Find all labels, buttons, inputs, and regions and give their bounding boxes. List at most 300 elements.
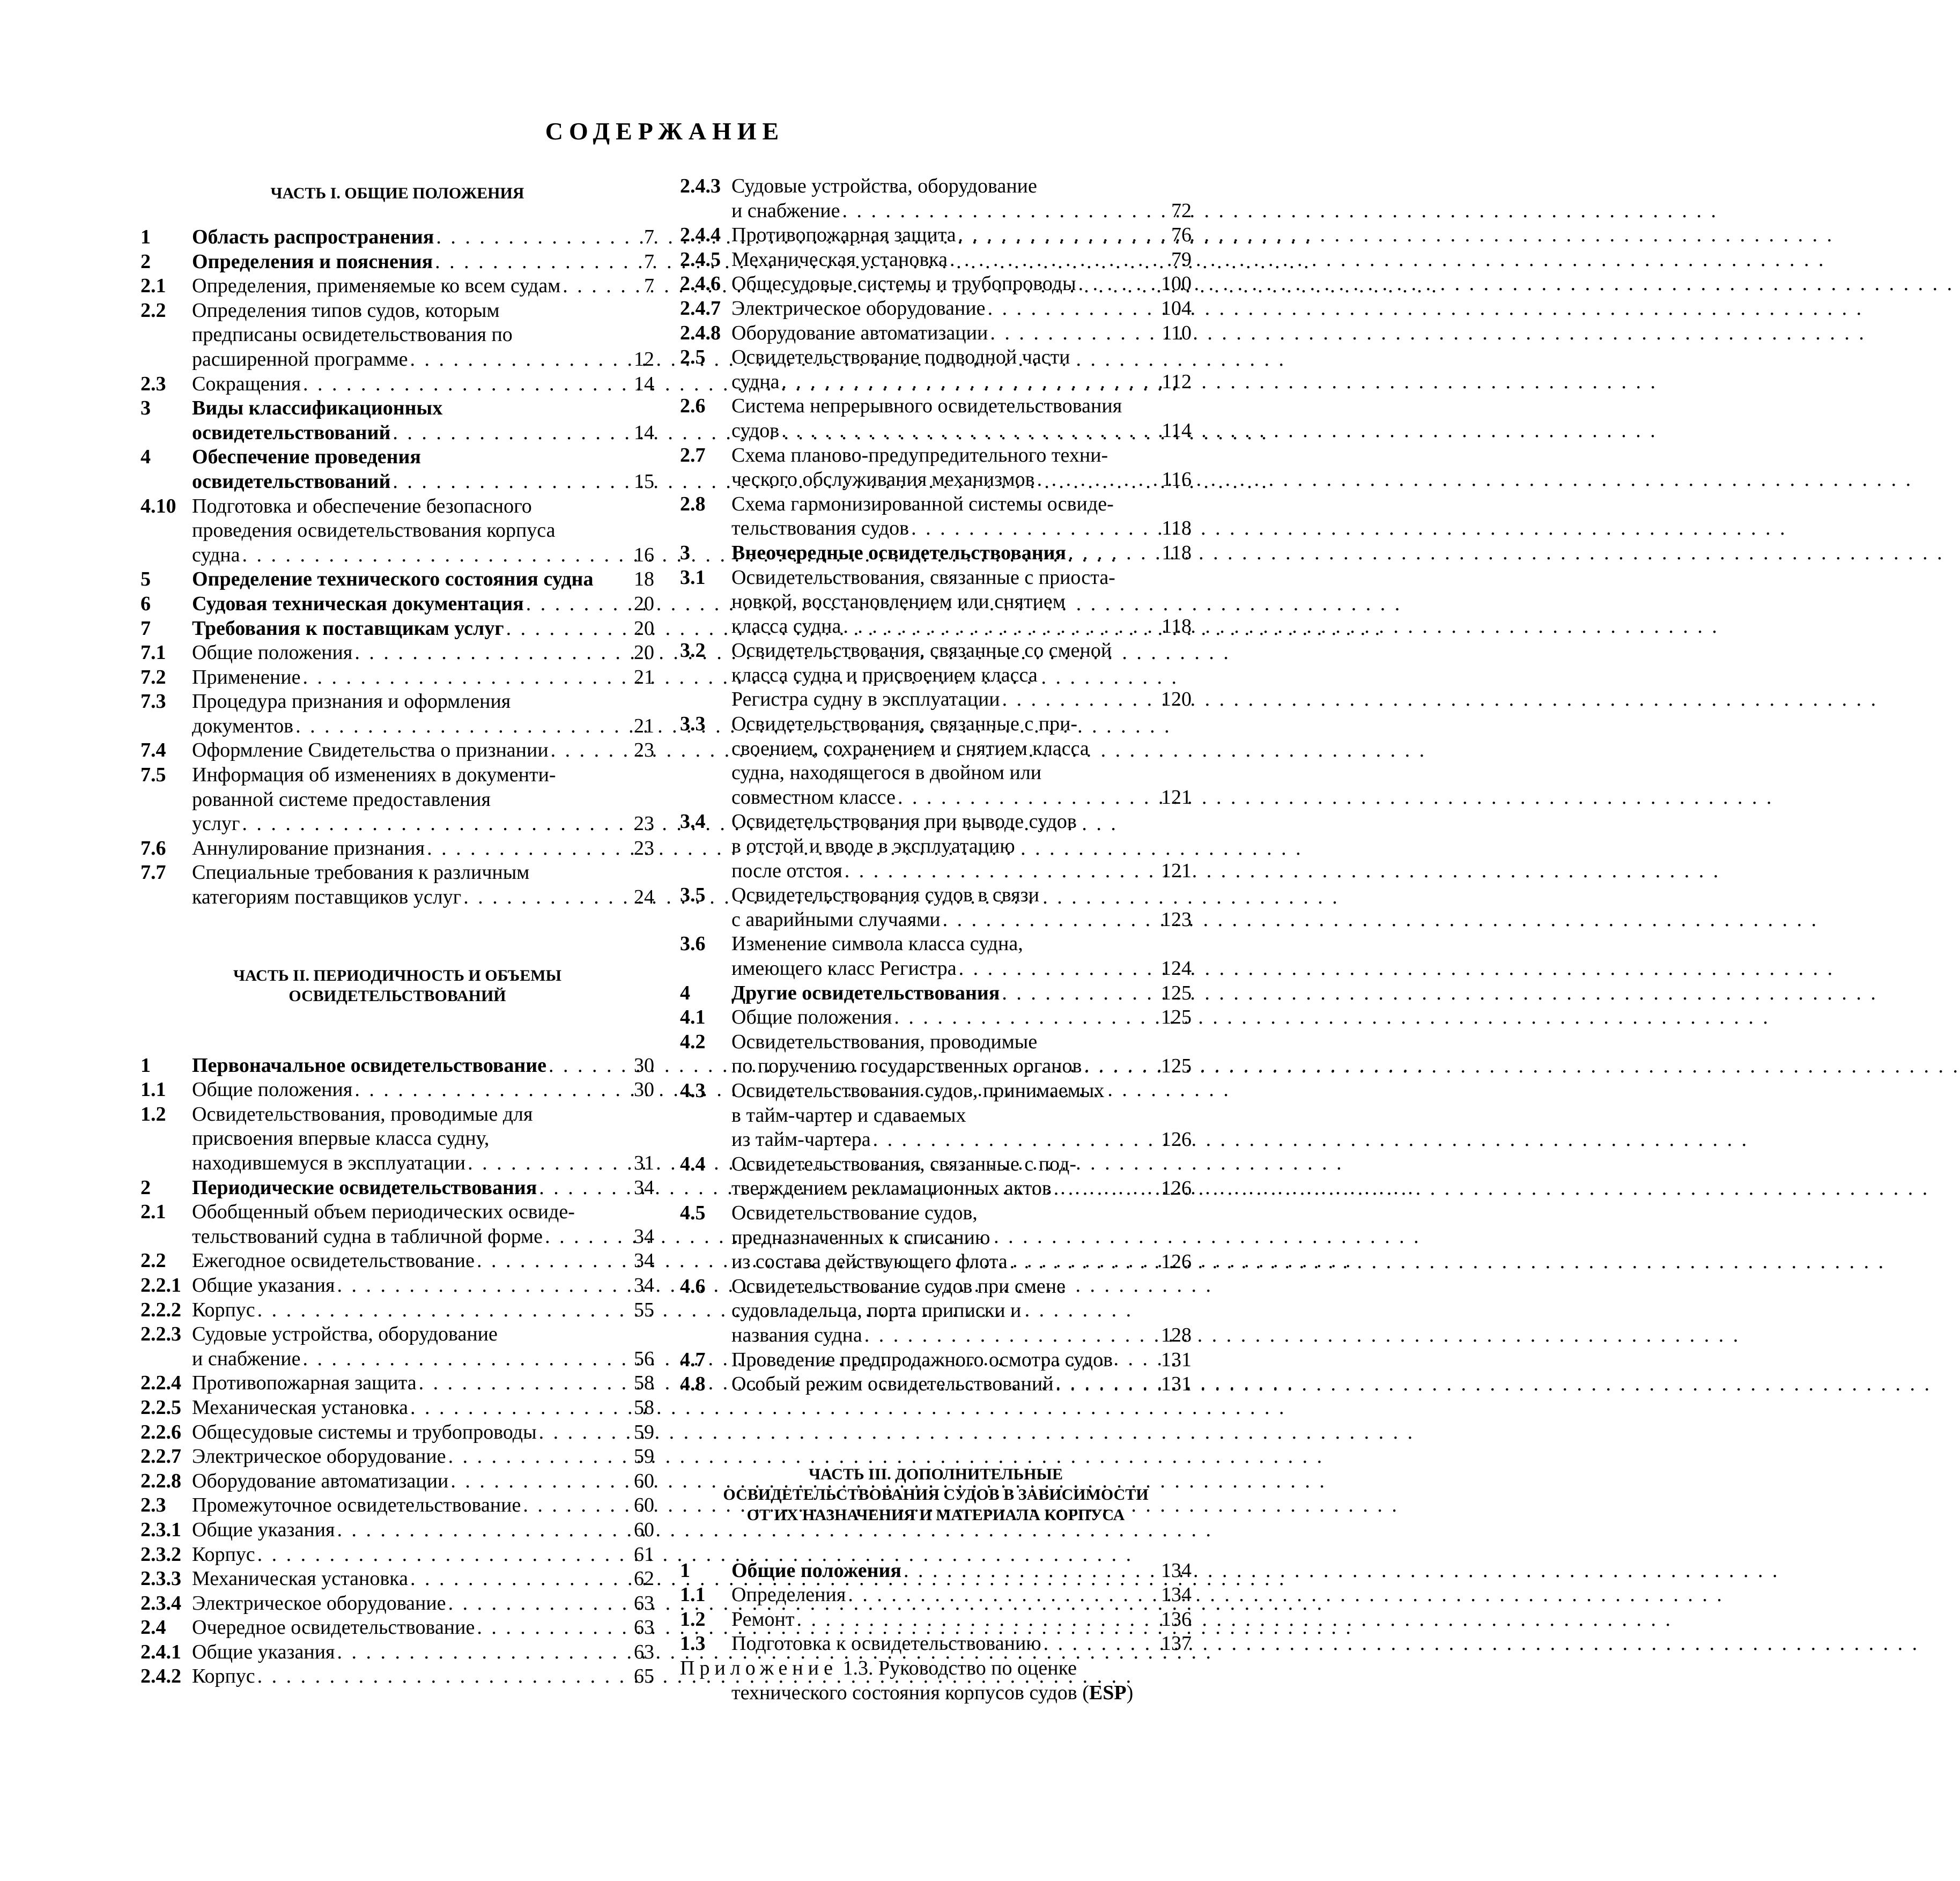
page-number: 126 [1161, 1128, 1192, 1151]
section-number: 2 [140, 1176, 151, 1199]
toc-entry-line [140, 788, 654, 812]
section-title: Механическая установка [192, 1567, 409, 1590]
toc-entry[interactable] [140, 1591, 654, 1616]
page-number: 23 [634, 812, 654, 835]
section-title: Схема гармонизированной системы освиде- [731, 492, 1114, 515]
section-title: Освидетельствования, проводимые [731, 1030, 1038, 1053]
section-title: Противопожарная защита [192, 1372, 417, 1395]
toc-entry-line [140, 1616, 654, 1640]
toc-entry-line [140, 1469, 654, 1494]
page-number: 121 [1161, 859, 1192, 882]
toc-entry-line [680, 1128, 1192, 1152]
toc-entry-line [680, 1583, 1192, 1608]
page-number: 20 [634, 617, 654, 640]
toc-entry[interactable] [140, 225, 654, 250]
section-title: Изменение символа класса судна, [731, 932, 1023, 956]
toc-entry-line [680, 1104, 1192, 1128]
section-title: Определения типов судов, которым [192, 299, 500, 322]
toc-entry[interactable] [140, 738, 654, 763]
page-number: 79 [1171, 248, 1192, 271]
dot-leader [845, 859, 1140, 884]
page-number: 14 [634, 372, 654, 395]
section-title: присвоения впервые класса судну, [192, 1127, 490, 1150]
toc-entry-line [680, 1608, 1192, 1632]
toc-entry[interactable] [680, 541, 1192, 566]
toc-entry[interactable] [680, 174, 1192, 223]
toc-entry[interactable] [140, 1176, 654, 1201]
dot-leader [257, 1664, 603, 1689]
dot-leader [797, 1608, 1141, 1632]
section-number: 2.4.7 [680, 297, 721, 320]
toc-entry-line [140, 1396, 654, 1420]
section-title: Требования к поставщикам услуг [192, 617, 504, 640]
toc-entry[interactable] [680, 1275, 1192, 1348]
toc-entry-line [140, 665, 654, 690]
toc-entry-line [680, 443, 1192, 468]
section-title: Освидетельствования, связанные с под- [731, 1152, 1076, 1175]
toc-entry[interactable] [680, 810, 1192, 883]
section-title: Общесудовые системы и трубопроводы [192, 1420, 537, 1443]
toc-entry[interactable] [680, 248, 1192, 272]
toc-entry[interactable] [140, 763, 654, 836]
page-number: 34 [634, 1176, 654, 1199]
section-title: Информация об изменениях в документи- [192, 764, 556, 787]
dot-leader [873, 1128, 1140, 1152]
part-heading: ЧАСТЬ I. ОБЩИЕ ПОЛОЖЕНИЯ [270, 184, 524, 202]
toc-entry[interactable] [680, 321, 1192, 346]
toc-entry-line [680, 1559, 1192, 1583]
page-number: 137 [1161, 1632, 1192, 1655]
section-number: 7.1 [140, 641, 166, 664]
toc-entry[interactable] [140, 1249, 654, 1273]
toc-entry-line [680, 1226, 1192, 1250]
section-title: судовладельца, порта приписки и [731, 1299, 1022, 1322]
toc-entry-line [680, 272, 1192, 297]
toc-entry[interactable] [680, 443, 1192, 492]
dot-leader [506, 617, 603, 641]
toc-entry-line [680, 1054, 1192, 1079]
section-number: 2.3.4 [140, 1591, 181, 1615]
toc-entry[interactable] [140, 1664, 654, 1689]
section-title: Судовые устройства, оборудование [731, 175, 1037, 197]
page-number: 76 [1171, 224, 1192, 247]
toc-entry[interactable] [140, 494, 654, 568]
section-number: 2.3 [140, 1494, 166, 1517]
toc-entry[interactable] [680, 223, 1192, 248]
toc-entry[interactable] [140, 1420, 654, 1445]
dot-leader [950, 248, 1140, 272]
section-number: 4.1 [680, 1006, 706, 1029]
toc-entry[interactable] [680, 932, 1192, 981]
toc-entry[interactable] [140, 445, 654, 494]
toc-entry-line [140, 1322, 654, 1347]
section-spacer [140, 910, 654, 966]
section-number: 2.6 [680, 395, 706, 418]
section-number: 2.2.7 [140, 1445, 181, 1468]
toc-entry-line [680, 639, 1192, 663]
section-number: 2.2.4 [140, 1372, 181, 1395]
toc-entry[interactable] [140, 592, 654, 617]
dot-leader [463, 885, 603, 910]
toc-entry-line [140, 812, 654, 836]
section-number: 4.10 [140, 494, 176, 517]
dot-leader [904, 1559, 1140, 1583]
toc-entry-line [140, 421, 654, 446]
section-number: 3 [140, 397, 151, 420]
toc-entry[interactable] [140, 1371, 654, 1396]
section-title: с аварийными случаями [731, 908, 941, 931]
toc-entry[interactable] [140, 1567, 654, 1591]
dot-leader [410, 347, 603, 372]
toc-entry[interactable] [140, 690, 654, 738]
toc-entry[interactable] [140, 274, 654, 299]
page-number: 125 [1161, 981, 1192, 1004]
page-number: 56 [634, 1347, 654, 1370]
toc-entry-line [140, 1200, 654, 1225]
toc-entry-line [140, 1371, 654, 1396]
toc-entry-line [680, 981, 1192, 1006]
toc-entry-line [140, 1176, 654, 1201]
section-number: 4.2 [680, 1030, 706, 1053]
toc-entry-line [140, 470, 654, 494]
section-title: категориям поставщиков услуг [192, 886, 462, 909]
part-heading: ОТ ИХ НАЗНАЧЕНИЯ И МАТЕРИАЛА КОРПУСА [746, 1506, 1125, 1524]
toc-left-column [140, 183, 654, 1689]
page-number: 7 [644, 226, 654, 248]
toc-entry[interactable] [680, 297, 1192, 321]
toc-entry[interactable] [140, 1396, 654, 1420]
toc-entry-line [680, 223, 1192, 248]
section-title: Область распространения [192, 226, 434, 248]
toc-entry[interactable] [680, 1559, 1192, 1583]
page-number: 23 [634, 836, 654, 860]
toc-entry-line [680, 834, 1192, 859]
toc-entry-line [680, 566, 1192, 590]
toc-entry-line [140, 1298, 654, 1323]
dot-leader [549, 1054, 603, 1078]
section-title: Система непрерывного освидетельствования [731, 395, 1122, 418]
toc-entry[interactable] [680, 1583, 1192, 1608]
section-number: 2.4.4 [680, 224, 721, 247]
section-title: Механическая установка [192, 1396, 409, 1419]
toc-entry-line [680, 1030, 1192, 1055]
page-number: 12 [634, 347, 654, 371]
toc-entry[interactable] [680, 1201, 1192, 1275]
toc-entry[interactable] [140, 1054, 654, 1078]
section-title: Общие положения [192, 1078, 353, 1101]
page-number: 23 [634, 739, 654, 762]
section-number: 2.2.5 [140, 1396, 181, 1419]
section-title: проведения освидетельствования корпуса [192, 519, 556, 542]
section-title: Проведение предпродажного осмотра судов [731, 1348, 1113, 1371]
page-number: 72 [1171, 199, 1192, 222]
section-title: Процедура признания и оформления [192, 690, 511, 713]
dot-leader [898, 786, 1140, 810]
section-number: 7.2 [140, 665, 166, 688]
toc-entry[interactable] [680, 1079, 1192, 1152]
dot-leader [337, 1273, 603, 1298]
toc-entry-line [680, 687, 1192, 712]
toc-entry[interactable] [140, 1102, 654, 1176]
section-title: услуг [192, 812, 240, 835]
toc-entry-line [140, 543, 654, 568]
page-number: 20 [634, 641, 654, 664]
page-number: 20 [634, 592, 654, 615]
toc-entry[interactable] [140, 836, 654, 861]
toc-entry-line [680, 321, 1192, 346]
dot-leader [303, 372, 603, 397]
toc-entry[interactable] [680, 492, 1192, 541]
page-number: 61 [634, 1543, 654, 1566]
section-title: Оборудование автоматизации [192, 1469, 449, 1492]
dot-leader [990, 321, 1140, 346]
toc-entry[interactable] [680, 345, 1192, 394]
toc-entry[interactable] [140, 1616, 654, 1640]
section-number: 2.2 [140, 1249, 166, 1272]
section-number: 2.4.5 [680, 248, 721, 271]
dot-leader [242, 812, 603, 836]
toc-entry-line [680, 1250, 1192, 1275]
toc-entry-line [140, 1543, 654, 1567]
toc-entry[interactable] [680, 272, 1192, 297]
toc-entry-line [680, 419, 1192, 443]
section-number: 7.4 [140, 739, 166, 762]
dot-leader [337, 1518, 603, 1543]
toc-entry-line [140, 323, 654, 347]
dot-leader [302, 665, 603, 690]
section-title: судна [731, 370, 780, 393]
section-title: Освидетельствования, связанные со сменой [731, 639, 1112, 662]
toc-entry-line [140, 1249, 654, 1273]
section-number: 3.5 [680, 884, 706, 907]
section-number: 1 [140, 226, 151, 248]
section-number: 2.4.8 [680, 321, 721, 344]
section-title: Сокращения [192, 372, 301, 395]
section-title: документов [192, 714, 294, 737]
section-number: 2.3.1 [140, 1518, 181, 1541]
toc-entry[interactable] [140, 1322, 654, 1371]
page-number: 126 [1161, 1177, 1192, 1200]
toc-entry[interactable] [140, 1518, 654, 1543]
toc-entry-line [140, 1518, 654, 1543]
toc-entry-line [140, 714, 654, 739]
toc-entry[interactable] [140, 665, 654, 690]
section-number: 2.4.2 [140, 1665, 181, 1688]
section-title: своением, сохранением и снятием класса [731, 737, 1089, 760]
toc-entry-line [680, 761, 1192, 786]
section-number: 2.7 [680, 443, 706, 466]
toc-entry-line [140, 1127, 654, 1151]
page-number: 100 [1161, 272, 1192, 295]
toc-entry-line [140, 885, 654, 910]
part-heading: ОСВИДЕТЕЛЬСТВОВАНИЯ СУДОВ В ЗАВИСИМОСТИ [723, 1485, 1149, 1504]
appendix-entry [680, 1656, 1192, 1705]
dot-leader [958, 223, 1140, 248]
section-number: 2.2.6 [140, 1420, 181, 1443]
section-number: 7 [140, 617, 151, 640]
section-title: Ежегодное освидетельствование [192, 1249, 475, 1272]
page-number: 65 [634, 1665, 654, 1688]
toc-entry-line [680, 1079, 1192, 1104]
toc-entry-line [140, 617, 654, 641]
toc-entry-line [140, 1591, 654, 1616]
dot-leader [1068, 541, 1140, 566]
page-number: 58 [634, 1396, 654, 1419]
dot-leader [435, 250, 603, 275]
section-title: класса судна и присвоением класса [731, 663, 1038, 686]
dot-leader [781, 419, 1140, 443]
page-number: 118 [1162, 517, 1192, 540]
section-title: тельствования судов [731, 517, 909, 540]
appendix-title-close: ) [1126, 1681, 1134, 1704]
section-spacer [680, 1525, 1192, 1559]
toc-entry-line [680, 908, 1192, 932]
section-title: Электрическое оборудование [731, 297, 986, 320]
section-number: 2.2.3 [140, 1323, 181, 1346]
toc-entry[interactable] [140, 641, 654, 665]
dot-leader [410, 1396, 603, 1420]
section-title: Освидетельствования судов, принимаемых [731, 1079, 1105, 1102]
toc-entry[interactable] [140, 1273, 654, 1298]
section-title: Судовая техническая документация [192, 592, 524, 615]
toc-entry[interactable] [140, 1200, 654, 1249]
dot-leader [477, 1249, 603, 1273]
dot-leader [551, 738, 603, 763]
toc-entry[interactable] [680, 1030, 1192, 1079]
dot-leader [545, 1225, 603, 1249]
page-number: 116 [1162, 468, 1192, 491]
toc-entry[interactable] [680, 883, 1192, 932]
toc-entry-line [140, 1493, 654, 1518]
toc-entry-line [140, 567, 654, 592]
page-number: 7 [644, 250, 654, 273]
toc-entry[interactable] [680, 1348, 1192, 1373]
toc-entry[interactable] [140, 861, 654, 909]
toc-entry[interactable] [140, 617, 654, 641]
section-title: Первоначальное освидетельствование [192, 1054, 546, 1077]
toc-entry[interactable] [680, 1608, 1192, 1632]
section-title: предписаны освидетельствования по [192, 323, 513, 346]
section-number: 5 [140, 568, 151, 591]
toc-entry-line [680, 516, 1192, 541]
toc-entry[interactable] [680, 394, 1192, 443]
page-number: 125 [1161, 1055, 1192, 1078]
toc-entry[interactable] [680, 981, 1192, 1006]
page-number: 112 [1162, 370, 1192, 393]
section-number: 2.3.3 [140, 1567, 181, 1590]
page-number: 14 [634, 421, 654, 444]
toc-entry[interactable] [140, 567, 654, 592]
section-number: 4.8 [680, 1373, 706, 1396]
toc-entry[interactable] [140, 1543, 654, 1567]
toc-entry[interactable] [680, 1005, 1192, 1030]
page-number: 30 [634, 1078, 654, 1101]
toc-entry-line [680, 248, 1192, 272]
appendix-label: Приложение [680, 1657, 838, 1680]
toc-entry-line [140, 1567, 654, 1591]
dot-leader [1084, 1054, 1140, 1079]
toc-entry[interactable] [140, 250, 654, 275]
section-title: из состава действующего флота [731, 1250, 1008, 1273]
page-number: 63 [634, 1640, 654, 1663]
section-number: 6 [140, 592, 151, 615]
section-number: 4.4 [680, 1152, 706, 1175]
toc-entry[interactable] [680, 1372, 1192, 1397]
toc-entry-line [140, 1078, 654, 1102]
section-number: 2.4.6 [680, 272, 721, 295]
toc-entry[interactable] [680, 639, 1192, 712]
toc-entry-line [680, 1348, 1192, 1373]
toc-entry[interactable] [140, 1298, 654, 1323]
page-number: 59 [634, 1445, 654, 1468]
section-title: Оформление Свидетельства о признании [192, 739, 549, 762]
page-number: 136 [1161, 1608, 1192, 1631]
toc-entry[interactable] [140, 1640, 654, 1665]
section-title: Общие указания [192, 1640, 335, 1663]
toc-entry-line [140, 1640, 654, 1665]
section-spacer [140, 204, 654, 225]
section-title: Обеспечение проведения [192, 446, 421, 469]
section-number: 7.3 [140, 690, 166, 713]
section-title: Общие положения [731, 1006, 892, 1029]
toc-entry[interactable] [140, 1078, 654, 1102]
section-title: Обобщенный объем периодических освиде- [192, 1201, 575, 1224]
page-number: 104 [1161, 297, 1192, 320]
toc-entry[interactable] [140, 1469, 654, 1494]
section-title: названия судна [731, 1323, 862, 1346]
toc-entry[interactable] [140, 1445, 654, 1469]
page-number: 60 [634, 1518, 654, 1541]
toc-entry[interactable] [680, 566, 1192, 639]
section-title: Освидетельствование судов при смене [731, 1275, 1066, 1298]
toc-entry[interactable] [140, 372, 654, 397]
section-title: Определение технического состояния судна [192, 568, 594, 591]
toc-entry[interactable] [680, 712, 1192, 810]
toc-entry[interactable] [140, 396, 654, 445]
section-number: 7.6 [140, 836, 166, 860]
toc-entry-line [140, 1102, 654, 1127]
dot-leader [1056, 1372, 1140, 1397]
toc-entry[interactable] [680, 1152, 1192, 1201]
dot-leader [393, 470, 603, 494]
toc-entry-line [680, 859, 1192, 884]
toc-entry[interactable] [680, 1632, 1192, 1656]
page-number: 114 [1162, 419, 1192, 442]
section-title: Виды классификационных [192, 397, 443, 420]
page-number: 121 [1161, 786, 1192, 809]
section-title: Освидетельствования, проводимые для [192, 1102, 533, 1125]
toc-entry-line [680, 932, 1192, 957]
toc-entry-line [680, 1323, 1192, 1348]
toc-entry-line [140, 250, 654, 275]
section-number: 3.6 [680, 932, 706, 956]
page-number: 7 [644, 275, 654, 298]
dot-leader [448, 1445, 603, 1469]
page-number: 58 [634, 1372, 654, 1395]
section-title: Периодические освидетельствования [192, 1176, 537, 1199]
dot-leader [242, 543, 603, 568]
dot-leader [894, 1005, 1140, 1030]
toc-entry[interactable] [140, 299, 654, 372]
section-number: 2.2.8 [140, 1469, 181, 1492]
section-number: 2.4.1 [140, 1640, 181, 1663]
toc-entry[interactable] [140, 1493, 654, 1518]
section-number: 2.2 [140, 299, 166, 322]
section-number: 3.4 [680, 810, 706, 833]
toc-entry-line [140, 494, 654, 519]
page-number: 34 [634, 1225, 654, 1248]
section-title: Освидетельствование судов, [731, 1201, 978, 1224]
